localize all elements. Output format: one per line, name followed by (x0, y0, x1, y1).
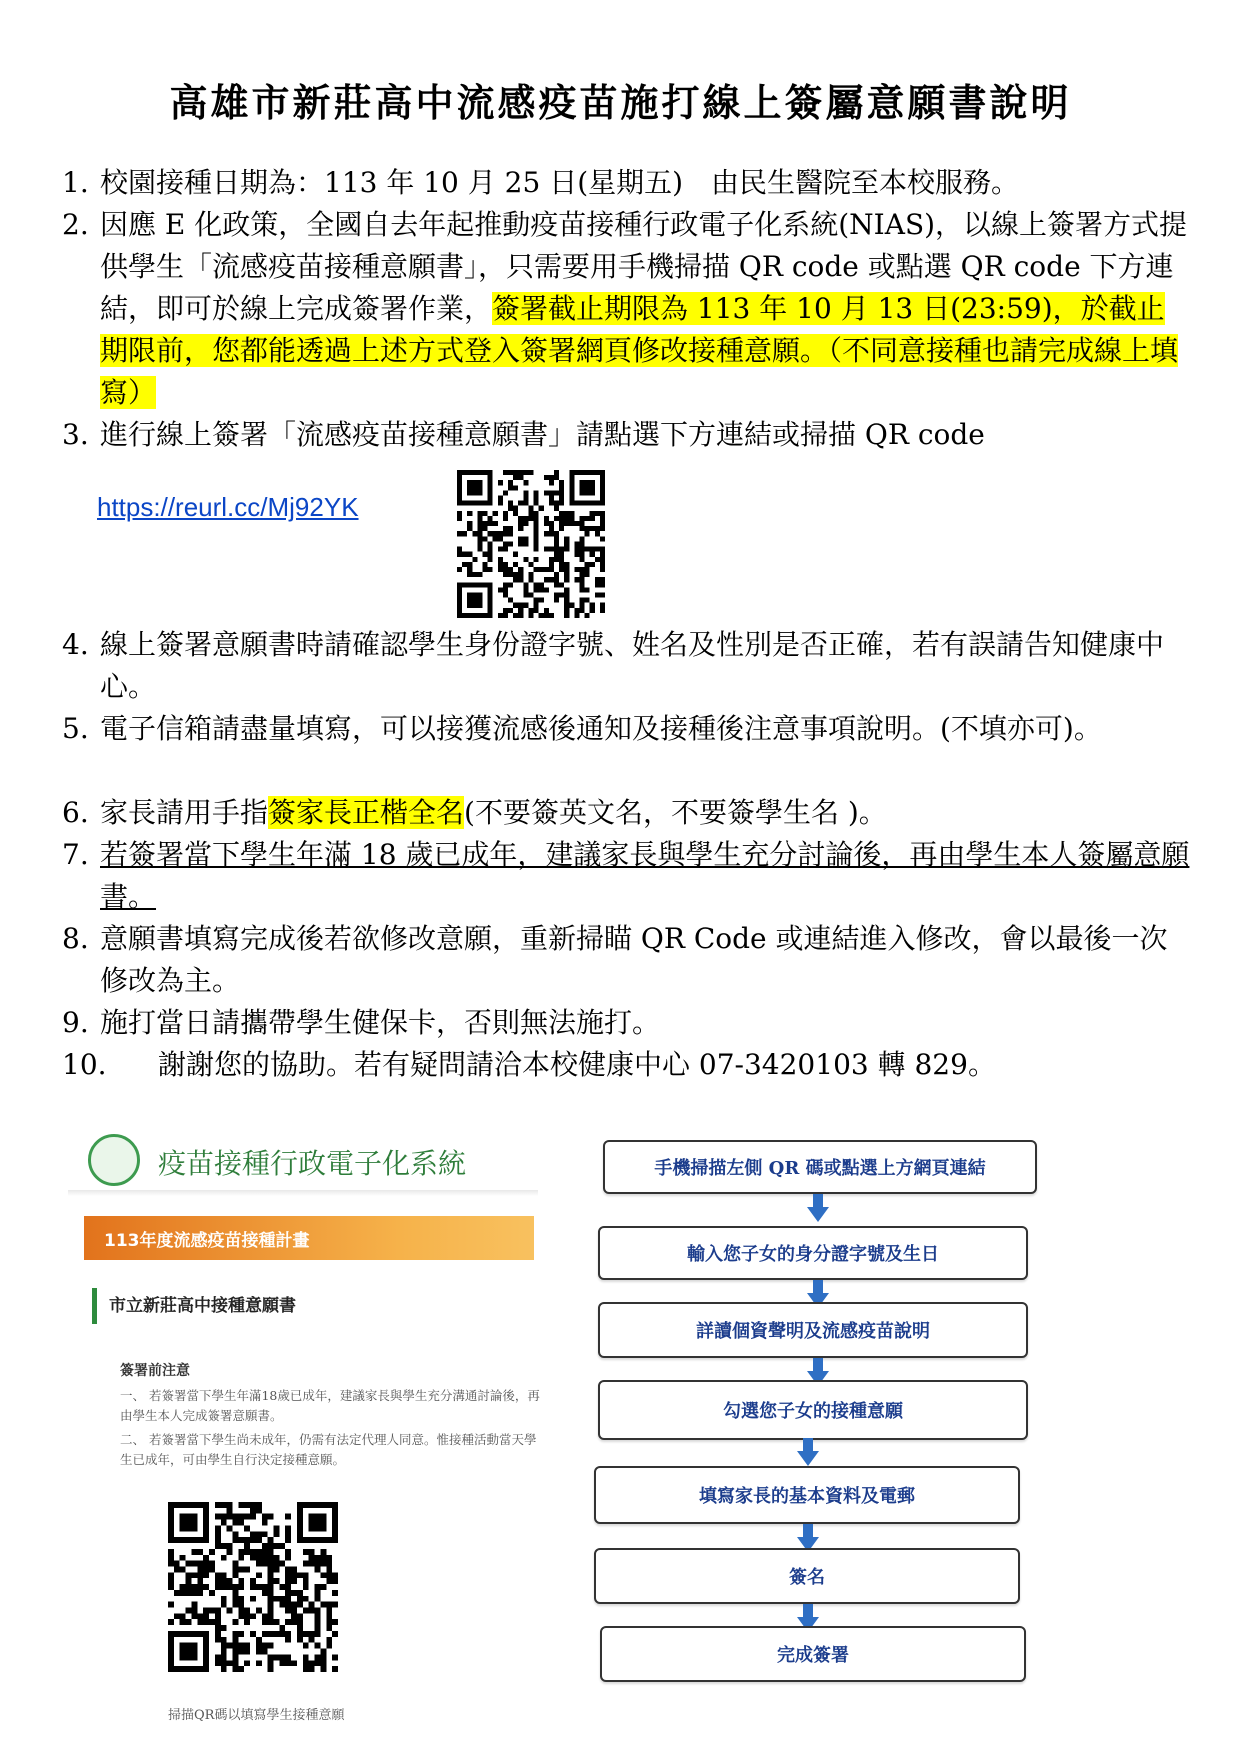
item-number: 4. (62, 628, 89, 661)
qr-code[interactable] (457, 470, 605, 618)
plan-name: 113年度流感疫苗接種計畫 (104, 1231, 310, 1251)
item-text: 線上簽署意願書時請確認學生身份證字號、姓名及性別是否正確，若有誤請告知健康中心。 (100, 628, 1165, 703)
item-text: 進行線上簽署「流感疫苗接種意願書」請點選下方連結或掃描 QR code (100, 418, 985, 451)
item-number: 5. (62, 712, 89, 745)
signing-link[interactable]: https://reurl.cc/Mj92YK (97, 492, 359, 522)
flow-step-5: 填寫家長的基本資料及電郵 (594, 1466, 1020, 1524)
list-item (62, 834, 1192, 918)
item-text-part: 家長請用手指 (100, 796, 269, 829)
item-number: 3. (62, 418, 89, 451)
item-number: 10. (62, 1048, 107, 1081)
plan-banner (84, 1216, 534, 1260)
item-text (62, 792, 1192, 834)
item-number: 7. (62, 838, 89, 871)
nias-screenshot (68, 1120, 538, 1730)
flow-step-3: 詳讀個資聲明及流感疫苗說明 (598, 1302, 1028, 1358)
flow-step-4: 勾選您子女的接種意願 (598, 1380, 1028, 1440)
divider (68, 1190, 538, 1196)
form-title: 市立新莊高中接種意願書 (92, 1288, 296, 1324)
qr-caption: 掃描QR碼以填寫學生接種意願 (168, 1708, 345, 1723)
item-number: 1. (62, 166, 89, 199)
item-text: 校園接種日期為：113 年 10 月 25 日(星期五) 由民生醫院至本校服務。 (100, 166, 1020, 199)
item-number: 2. (62, 208, 89, 241)
item-text: 意願書填寫完成後若欲修改意願，重新掃瞄 QR Code 或連結進入修改，會以最後一次修改為主。 (100, 922, 1168, 997)
item-text: 電子信箱請盡量填寫，可以接獲流感後通知及接種後注意事項說明。(不填亦可)。 (100, 712, 1102, 745)
deadline-highlight: 簽署截止期限為 113 年 10 月 13 日(23:59)，於截止期限前，您都能透過上述方式登入簽署網頁修改接種意願。（不同意接種也請完成線上填寫） (100, 292, 1179, 409)
item-text (62, 204, 1192, 414)
list-item (62, 1044, 1192, 1086)
list-item (62, 708, 1192, 750)
item-text: 謝謝您的協助。若有疑問請洽本校健康中心 07-3420103 轉 829。 (158, 1048, 996, 1081)
system-name: 疫苗接種行政電子化系統 (158, 1147, 467, 1180)
signature-highlight: 簽家長正楷全名 (268, 796, 465, 829)
item-number: 9. (62, 1006, 89, 1039)
list-item (62, 204, 1192, 414)
flow-step-7: 完成簽署 (600, 1626, 1026, 1682)
list-item (62, 624, 1192, 708)
notice-heading: 簽署前注意 (120, 1363, 190, 1379)
item-text-part: (不要簽英文名，不要簽學生名 )。 (464, 796, 887, 829)
system-header (88, 1130, 538, 1190)
item-number: 8. (62, 922, 89, 955)
notice-1: 一、 若簽署當下學生年滿18歲已成年，建議家長與學生充分溝通討論後，再由學生本人完成簽署意願書。 (120, 1388, 540, 1423)
item-number: 6. (62, 796, 89, 829)
flow-step-6: 簽名 (594, 1548, 1020, 1604)
down-arrow-icon (797, 1438, 819, 1466)
page-title: 高雄市新莊高中流感疫苗施打線上簽屬意願書說明 (169, 80, 1072, 125)
down-arrow-icon (807, 1194, 829, 1222)
list-item (62, 918, 1192, 1002)
item-text-part: 因應 E 化政策，全國自去年起推動疫苗接種行政電子化系統(NIAS)，以線上簽署方式提供學生「流感疫苗接種意願書」，只需要用手機掃描 QR code 或點選 QR code 下方連結，即可於線上完成簽署作業， (100, 208, 1188, 325)
notice-2: 二、 若簽署當下學生尚未成年，仍需有法定代理人同意。惟接種活動當天學生已成年，可由學生自行決定接種意願。 (120, 1432, 537, 1467)
item-text: 若簽署當下學生年滿 18 歲已成年，建議家長與學生充分討論後，再由學生本人簽屬意願書。 (100, 838, 1190, 913)
list-item (62, 162, 1192, 204)
list-item (62, 414, 1192, 456)
list-item (62, 792, 1192, 834)
flow-step-2: 輸入您子女的身分證字號及生日 (598, 1226, 1028, 1280)
qr-code[interactable] (168, 1502, 338, 1672)
item-text: 施打當日請攜帶學生健保卡，否則無法施打。 (100, 1006, 661, 1039)
list-item (62, 1002, 1192, 1044)
flow-step-1: 手機掃描左側 QR 碼或點選上方網頁連結 (603, 1140, 1037, 1194)
nias-logo-icon (88, 1134, 140, 1186)
